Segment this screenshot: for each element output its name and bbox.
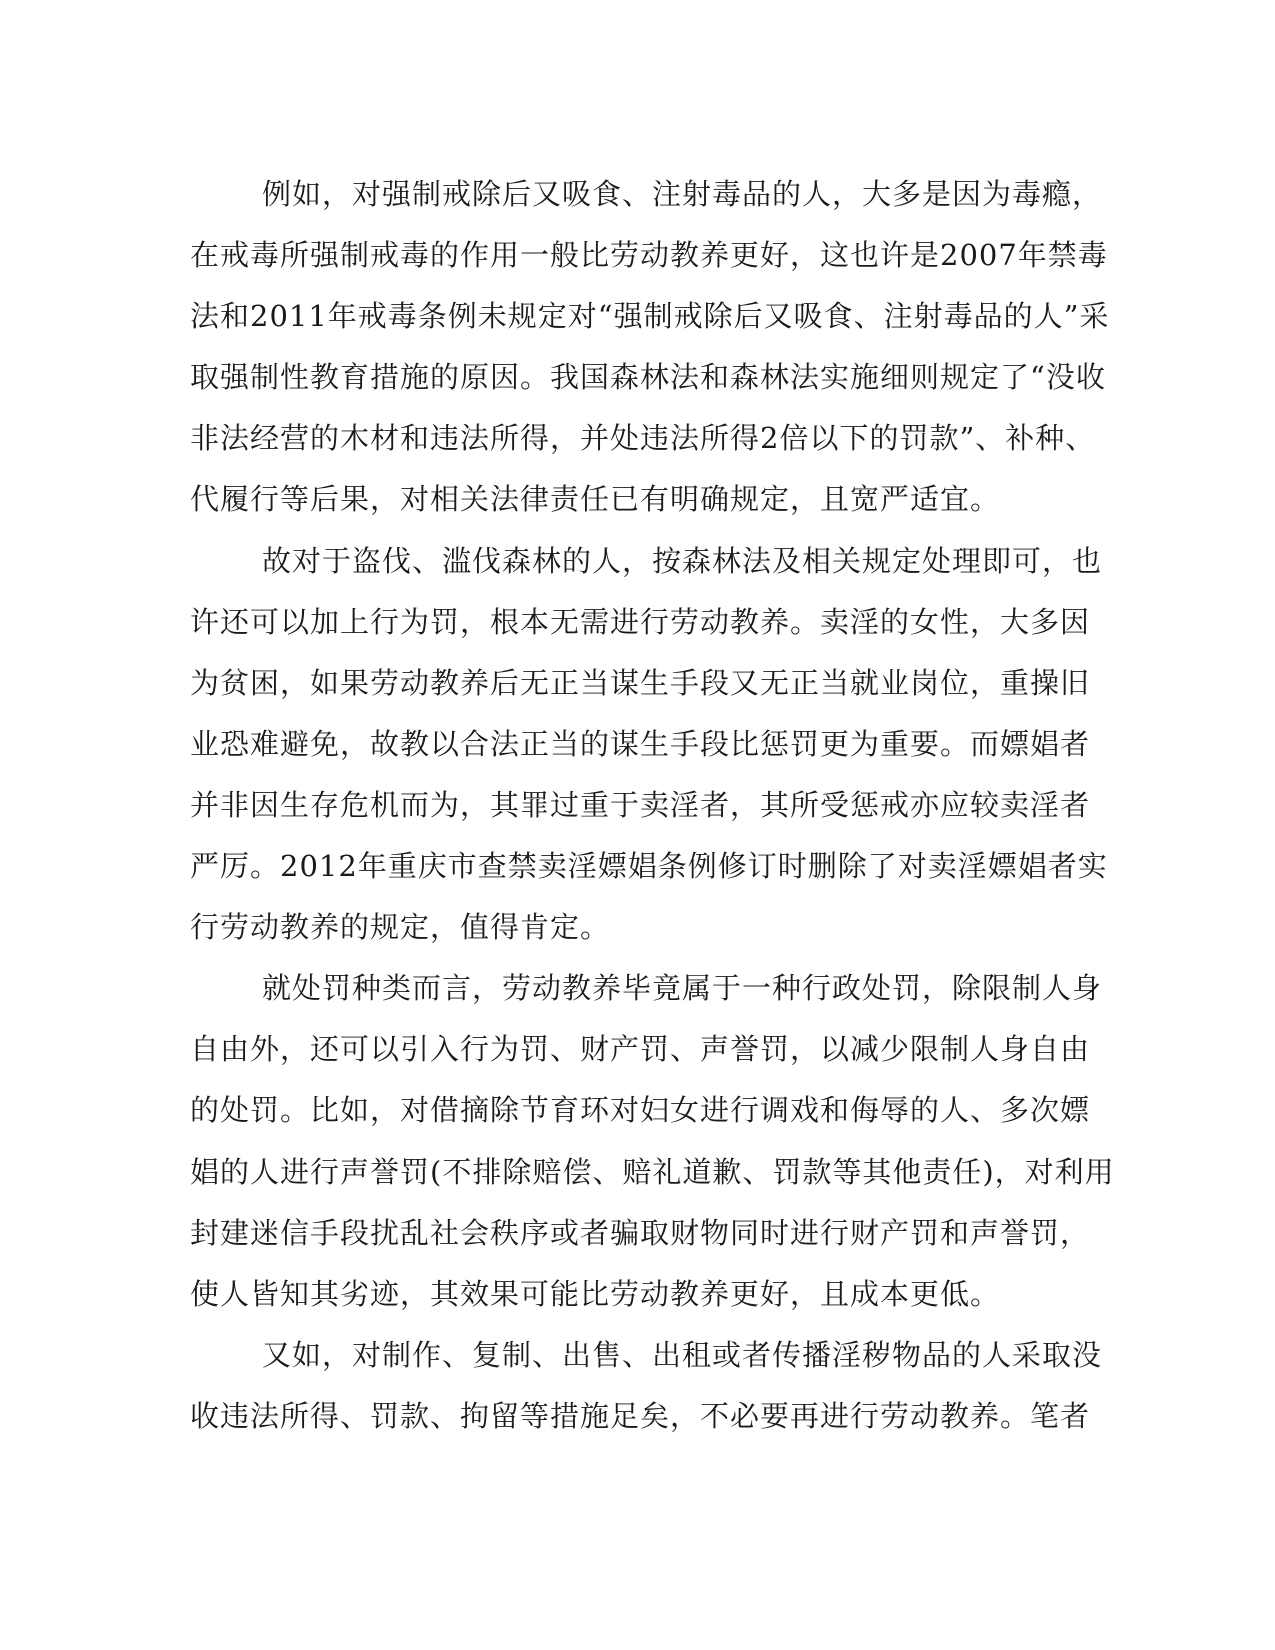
text-line: 收违法所得、罚款、拘留等措施足矣，不必要再进行劳动教养。笔者: [190, 1398, 1091, 1433]
text-line: 业恐难避免，故教以合法正当的谋生手段比惩罚更为重要。而嫖娼者: [190, 726, 1091, 761]
text-line: 自由外，还可以引入行为罚、财产罚、声誉罚，以减少限制人身自由: [190, 1032, 1091, 1067]
text-line: 行劳动教养的规定，值得肯定。: [190, 910, 611, 945]
text-line: 使人皆知其劣迹，其效果可能比劳动教养更好，且成本更低。: [190, 1276, 1001, 1311]
text-line: 封建迷信手段扰乱社会秩序或者骗取财物同时进行财产罚和声誉罚，: [190, 1215, 1091, 1250]
text-line: 在戒毒所强制戒毒的作用一般比劳动教养更好，这也许是2007年禁毒: [190, 238, 1108, 273]
text-line: 故对于盗伐、滥伐森林的人，按森林法及相关规定处理即可，也: [262, 543, 1103, 578]
text-line: 又如，对制作、复制、出售、出租或者传播淫秽物品的人采取没: [262, 1337, 1103, 1372]
text-line: 严厉。2012年重庆市查禁卖淫嫖娼条例修订时删除了对卖淫嫖娼者实: [190, 849, 1108, 884]
text-line: 为贫困，如果劳动教养后无正当谋生手段又无正当就业岗位，重操旧: [190, 665, 1091, 700]
text-line: 许还可以加上行为罚，根本无需进行劳动教养。卖淫的女性，大多因: [190, 604, 1091, 639]
body-text: [190, 164, 1115, 1447]
text-line: 的处罚。比如，对借摘除节育环对妇女进行调戏和侮辱的人、多次嫖: [190, 1093, 1091, 1128]
text-line: 娼的人进行声誉罚(不排除赔偿、赔礼道歉、罚款等其他责任)，对利用: [190, 1154, 1115, 1189]
text-line: 代履行等后果，对相关法律责任已有明确规定，且宽严适宜。: [190, 482, 1001, 517]
text-line: 并非因生存危机而为，其罪过重于卖淫者，其所受惩戒亦应较卖淫者: [190, 787, 1091, 822]
text-line: 就处罚种类而言，劳动教养毕竟属于一种行政处罚，除限制人身: [262, 971, 1103, 1006]
text-line: 法和2011年戒毒条例未规定对“强制戒除后又吸食、注射毒品的人”采: [190, 299, 1110, 334]
text-line: 非法经营的木材和违法所得，并处违法所得2倍以下的罚款”、补种、: [190, 421, 1096, 456]
text-line: 取强制性教育措施的原因。我国森林法和森林法实施细则规定了“没收: [190, 360, 1106, 395]
text-line: 例如，对强制戒除后又吸食、注射毒品的人，大多是因为毒瘾，: [262, 177, 1103, 211]
